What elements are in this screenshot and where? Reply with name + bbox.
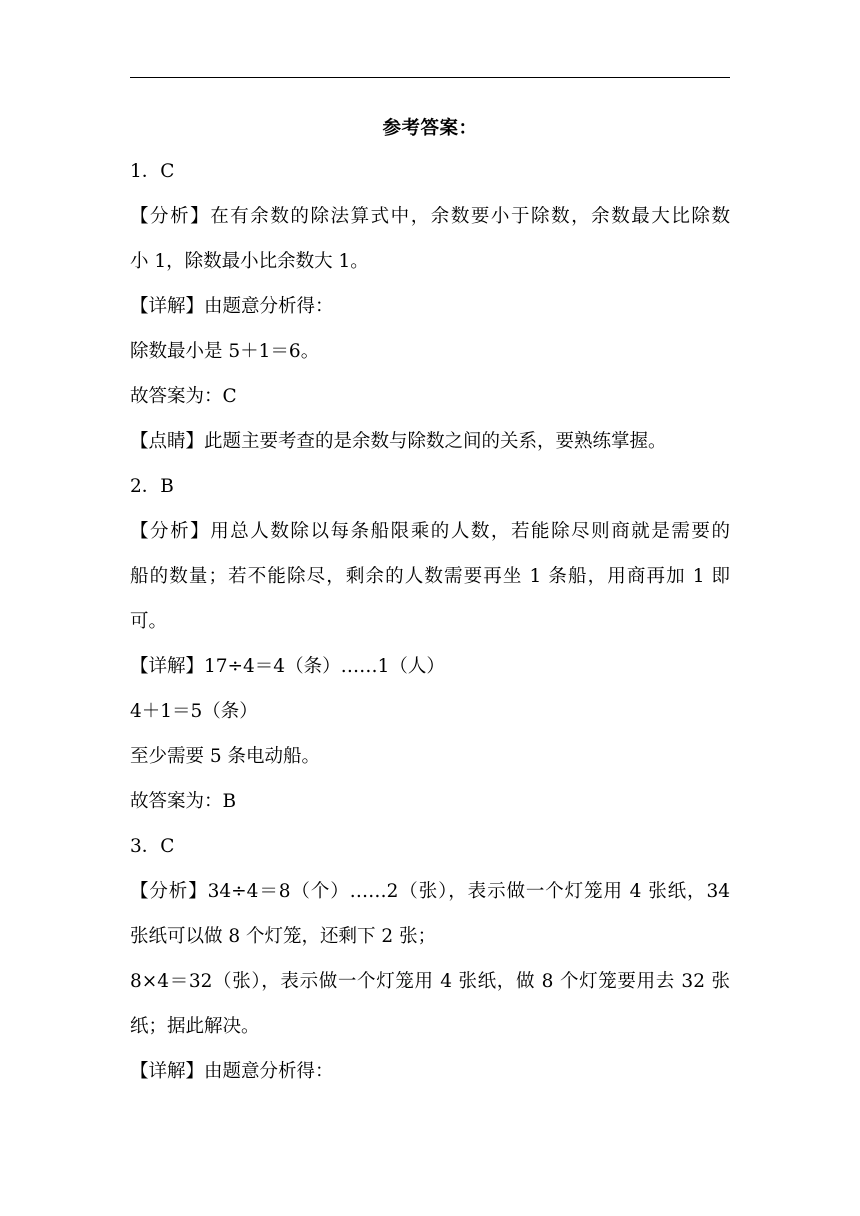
q2-analysis-line-2: 船的数量；若不能除尽，剩余的人数需要再坐 1 条船，用商再加 1 即 bbox=[130, 566, 730, 587]
question-2-number: 2．B bbox=[130, 476, 174, 497]
q1-comment: 【点睛】此题主要考查的是余数与除数之间的关系，要熟练掌握。 bbox=[130, 431, 667, 452]
header-rule bbox=[130, 77, 730, 78]
q1-answer: 故答案为：C bbox=[130, 386, 237, 407]
q1-analysis-line-1: 【分析】在有余数的除法算式中，余数要小于除数，余数最大比除数 bbox=[130, 206, 730, 227]
q2-solution-line-1: 【详解】17÷4＝4（条）……1（人） bbox=[130, 656, 445, 677]
q2-analysis-line-1: 【分析】用总人数除以每条船限乘的人数，若能除尽则商就是需要的 bbox=[130, 521, 730, 542]
q3-analysis-line-3: 8×4＝32（张），表示做一个灯笼用 4 张纸，做 8 个灯笼要用去 32 张 bbox=[130, 971, 730, 992]
q3-analysis-line-4: 纸；据此解决。 bbox=[130, 1016, 260, 1037]
q2-analysis-line-3: 可。 bbox=[130, 611, 168, 632]
q3-analysis-line-1: 【分析】34÷4＝8（个）……2（张），表示做一个灯笼用 4 张纸，34 bbox=[130, 881, 730, 902]
q3-analysis-line-2: 张纸可以做 8 个灯笼，还剩下 2 张； bbox=[130, 926, 437, 947]
q1-solution-heading: 【详解】由题意分析得： bbox=[130, 296, 334, 317]
q2-answer: 故答案为：B bbox=[130, 791, 237, 812]
q1-analysis-line-2: 小 1，除数最小比余数大 1。 bbox=[130, 251, 369, 272]
question-3-number: 3．C bbox=[130, 836, 175, 857]
q2-solution-line-3: 至少需要 5 条电动船。 bbox=[130, 746, 321, 767]
q2-solution-line-2: 4＋1＝5（条） bbox=[130, 701, 258, 722]
q3-solution-heading: 【详解】由题意分析得： bbox=[130, 1061, 334, 1082]
page-title: 参考答案： bbox=[382, 118, 478, 139]
q1-solution-line: 除数最小是 5＋1＝6。 bbox=[130, 341, 320, 362]
question-1-number: 1．C bbox=[130, 161, 175, 182]
